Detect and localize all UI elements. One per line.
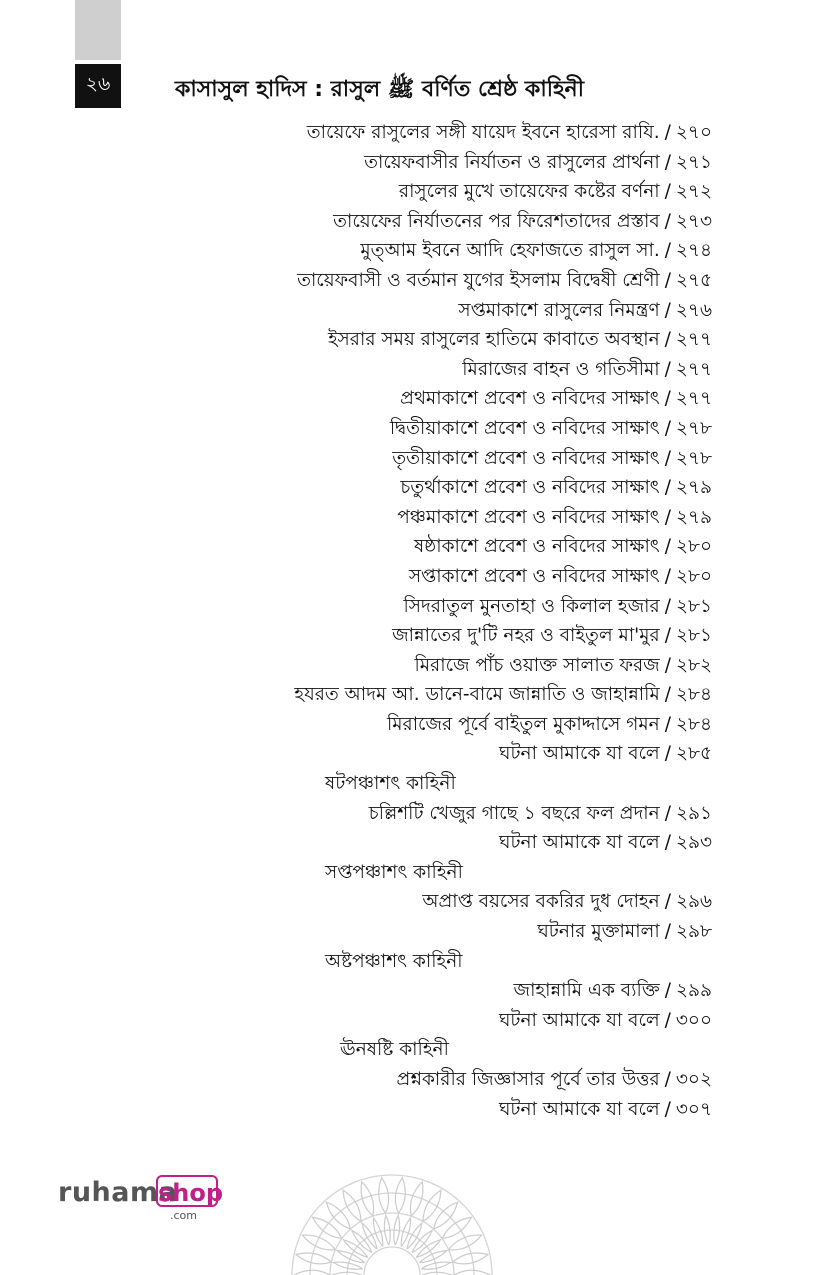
entry-title: সপ্তমাকাশে রাসুলের নিমন্ত্রণ <box>458 299 660 321</box>
entry-separator: / <box>664 891 671 913</box>
entry-page-number: ৩০৭ <box>675 1098 712 1120</box>
toc-entry <box>0 532 825 562</box>
entry-title: অপ্রাপ্ত বয়সের বকরির দুধ দোহন <box>422 891 660 913</box>
toc-entry <box>0 799 825 829</box>
entry-page-number: ২৯৩ <box>675 832 712 854</box>
toc-entry <box>0 710 825 740</box>
toc-entry <box>0 976 825 1006</box>
toc-section-heading <box>0 769 825 799</box>
entry-title: তৃতীয়াকাশে প্রবেশ ও নবিদের সাক্ষাৎ <box>392 447 660 469</box>
entry-separator: / <box>664 743 671 765</box>
section-title: অষ্টপঞ্চাশৎ কাহিনী <box>325 950 463 972</box>
toc-entry <box>0 177 825 207</box>
toc-entry <box>0 266 825 296</box>
entry-separator: / <box>664 1069 671 1090</box>
entry-separator: / <box>664 506 671 528</box>
ornament-petal <box>453 1253 488 1264</box>
table-of-contents <box>0 118 825 1124</box>
entry-title: মুত্আম ইবনে আদি হেফাজতে রাসুল সা. <box>360 240 660 262</box>
entry-title: মিরাজের পূর্বে বাইতুল মুকাদ্দাসে গমন <box>386 713 660 735</box>
toc-entry <box>0 1065 825 1095</box>
entry-separator: / <box>664 980 671 1002</box>
entry-page-number: ২৭১ <box>675 151 712 173</box>
entry-separator: / <box>664 417 671 439</box>
entry-page-number: ২৮৪ <box>675 684 712 706</box>
entry-title: ঘটনার মুক্তামালা <box>537 921 660 943</box>
entry-title: ইসরার সময় রাসুলের হাতিমে কাবাতে অবস্থান <box>327 329 660 351</box>
toc-entry <box>0 473 825 503</box>
page-number: ২৬ <box>75 64 121 108</box>
entry-title: মিরাজে পাঁচ ওয়াক্ত সালাত ফরজ <box>414 654 660 676</box>
entry-page-number: ২৭৭ <box>675 329 712 351</box>
entry-title: রাসুলের মুখে তায়েফের কষ্টের বর্ণনা <box>398 181 660 203</box>
toc-entry <box>0 621 825 651</box>
entry-page-number: ২৭৮ <box>675 447 712 469</box>
toc-entry <box>0 296 825 326</box>
entry-title: সপ্তাকাশে প্রবেশ ও নবিদের সাক্ষাৎ <box>408 565 660 587</box>
entry-page-number: ২৯৯ <box>675 980 712 1002</box>
entry-page-number: ২৭৪ <box>675 240 712 262</box>
entry-separator: / <box>664 122 671 143</box>
entry-page-number: ২৯৬ <box>675 891 712 913</box>
toc-section-heading <box>0 947 825 977</box>
toc-entry <box>0 562 825 592</box>
toc-section-heading <box>0 1035 825 1065</box>
section-title: ঊনষষ্টি কাহিনী <box>340 1039 449 1061</box>
entry-title: তায়েফবাসীর নির্যাতন ও রাসুলের প্রার্থনা <box>364 151 660 173</box>
entry-title: তায়েফবাসী ও বর্তমান যুগের ইসলাম বিদ্বেষী শ্রেণী <box>297 269 660 291</box>
toc-section-heading <box>0 858 825 888</box>
entry-separator: / <box>664 565 671 587</box>
entry-title: দ্বিতীয়াকাশে প্রবেশ ও নবিদের সাক্ষাৎ <box>389 417 660 439</box>
entry-title: ঘটনা আমাকে যা বলে <box>499 832 660 854</box>
entry-separator: / <box>664 388 671 410</box>
toc-entry <box>0 1095 825 1125</box>
entry-page-number: ২৭৯ <box>675 477 712 499</box>
ornament-petal <box>302 1235 335 1250</box>
entry-separator: / <box>664 151 671 173</box>
entry-page-number: ২৭৬ <box>675 299 712 321</box>
entry-title: হযরত আদম আ. ডানে-বামে জান্নাতি ও জাহান্নামি <box>294 684 660 706</box>
toc-entry <box>0 148 825 178</box>
entry-separator: / <box>664 447 671 469</box>
entry-separator: / <box>664 802 671 824</box>
logo-brand-text: ruhama <box>58 1177 178 1208</box>
entry-page-number: ২৭০ <box>675 122 712 143</box>
entry-separator: / <box>664 832 671 854</box>
toc-entry <box>0 651 825 681</box>
entry-separator: / <box>664 329 671 351</box>
entry-title: প্রশ্নকারীর জিজ্ঞাসার পূর্বে তার উত্তর <box>396 1069 660 1090</box>
entry-title: মিরাজের বাহন ও গতিসীমা <box>462 358 660 380</box>
entry-separator: / <box>664 1009 671 1031</box>
running-header-title: কাসাসুল হাদিস : রাসুল ﷺ বর্ণিত শ্রেষ্ঠ কাহিনী <box>175 77 584 102</box>
toc-entry <box>0 444 825 474</box>
entry-separator: / <box>664 210 671 232</box>
ornament-petal <box>395 1178 405 1214</box>
ornament-petal <box>449 1235 482 1250</box>
mandala-ornament-icon <box>285 1155 500 1275</box>
entry-page-number: ২৮০ <box>675 536 712 558</box>
entry-page-number: ৩০২ <box>675 1069 712 1090</box>
entry-page-number: ২৮৫ <box>675 743 712 765</box>
ornament-petal <box>294 1270 330 1275</box>
entry-title: ঘটনা আমাকে যা বলে <box>498 1009 660 1031</box>
section-title: সপ্তপঞ্চাশৎ কাহিনী <box>325 861 463 883</box>
publisher-logo <box>58 1175 258 1225</box>
entry-page-number: ২৭৭ <box>675 388 712 410</box>
entry-title: প্রথমাকাশে প্রবেশ ও নবিদের সাক্ষাৎ <box>400 388 660 410</box>
entry-page-number: ২৮৪ <box>675 713 712 735</box>
entry-page-number: ২৮১ <box>675 595 712 617</box>
entry-title: জাহান্নামি এক ব্যক্তি <box>513 980 660 1002</box>
toc-entry <box>0 414 825 444</box>
section-title: ষটপঞ্চাশৎ কাহিনী <box>325 773 456 795</box>
toc-entry <box>0 739 825 769</box>
entry-separator: / <box>664 181 671 203</box>
toc-entry <box>0 828 825 858</box>
entry-separator: / <box>664 1098 671 1120</box>
entry-separator: / <box>664 595 671 617</box>
entry-page-number: ২৭৩ <box>675 210 712 232</box>
toc-entry <box>0 355 825 385</box>
toc-entry <box>0 384 825 414</box>
ornament-petal <box>454 1270 490 1275</box>
entry-separator: / <box>664 269 671 291</box>
toc-entry <box>0 503 825 533</box>
entry-separator: / <box>664 625 671 647</box>
toc-entry <box>0 325 825 355</box>
entry-separator: / <box>664 477 671 499</box>
entry-separator: / <box>664 713 671 735</box>
logo-shop-badge: shop <box>156 1175 218 1207</box>
page-tab-marker <box>75 0 121 60</box>
logo-domain-text: .com <box>170 1209 197 1222</box>
entry-separator: / <box>664 240 671 262</box>
entry-separator: / <box>664 654 671 676</box>
toc-entry <box>0 887 825 917</box>
entry-separator: / <box>664 536 671 558</box>
entry-page-number: ২৮০ <box>675 565 712 587</box>
entry-title: সিদরাতুল মুনতাহা ও কিলাল হজার <box>403 595 660 617</box>
toc-entry <box>0 118 825 148</box>
entry-page-number: ২৯৮ <box>675 921 712 943</box>
entry-title: জান্নাতের দু'টি নহর ও বাইতুল মা'মুর <box>392 625 660 647</box>
entry-page-number: ৩০০ <box>675 1009 712 1031</box>
entry-page-number: ২৭৭ <box>675 358 712 380</box>
entry-page-number: ২৮২ <box>675 654 712 676</box>
entry-page-number: ২৭৯ <box>675 506 712 528</box>
entry-title: ষষ্ঠাকাশে প্রবেশ ও নবিদের সাক্ষাৎ <box>413 536 660 558</box>
ornament-petal <box>379 1178 389 1214</box>
entry-title: তায়েফের নির্যাতনের পর ফিরেশতাদের প্রস্তাব <box>333 210 660 232</box>
toc-entry <box>0 592 825 622</box>
entry-page-number: ২৭২ <box>675 181 712 203</box>
entry-separator: / <box>664 299 671 321</box>
entry-separator: / <box>664 684 671 706</box>
entry-title: পঞ্চমাকাশে প্রবেশ ও নবিদের সাক্ষাৎ <box>397 506 660 528</box>
toc-entry <box>0 236 825 266</box>
entry-separator: / <box>664 921 671 943</box>
entry-page-number: ২৮১ <box>675 625 712 647</box>
entry-page-number: ২৯১ <box>675 802 712 824</box>
entry-title: চতুর্থাকাশে প্রবেশ ও নবিদের সাক্ষাৎ <box>400 477 660 499</box>
toc-entry <box>0 917 825 947</box>
entry-title: চল্লিশটি খেজুর গাছে ১ বছরে ফল প্রদান <box>368 802 660 824</box>
entry-title: ঘটনা আমাকে যা বলে <box>498 1098 660 1120</box>
entry-page-number: ২৭৮ <box>675 417 712 439</box>
toc-entry <box>0 1006 825 1036</box>
entry-title: তায়েফে রাসুলের সঙ্গী যায়েদ ইবনে হারেসা রাযি. <box>306 122 660 143</box>
entry-separator: / <box>664 358 671 380</box>
toc-entry <box>0 207 825 237</box>
ornament-petal <box>296 1253 331 1264</box>
toc-entry <box>0 680 825 710</box>
entry-page-number: ২৭৫ <box>675 269 712 291</box>
entry-title: ঘটনা আমাকে যা বলে <box>499 743 660 765</box>
